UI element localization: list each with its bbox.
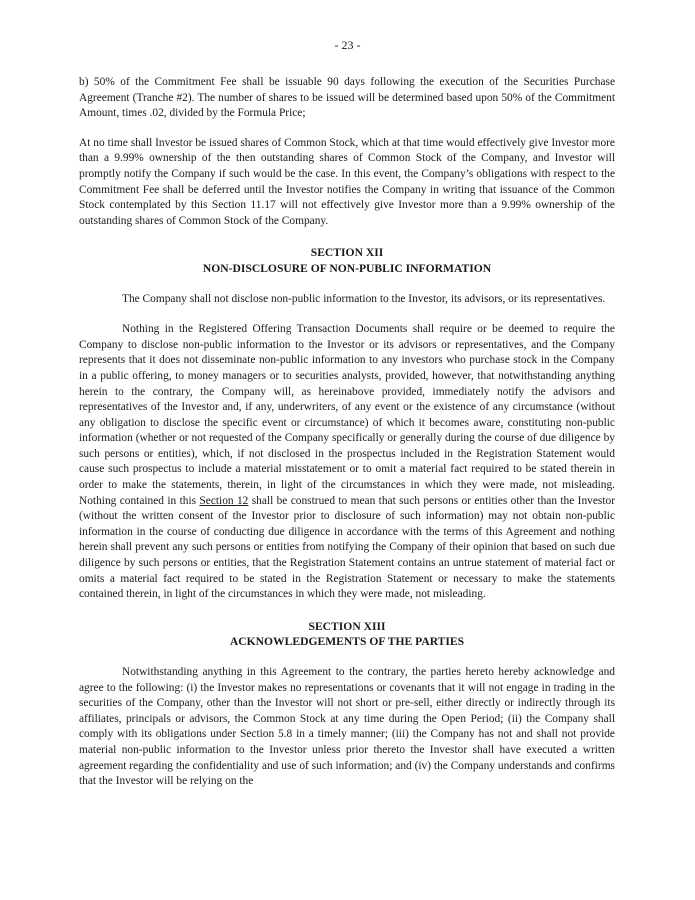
page-content	[79, 75, 615, 790]
section-xiii	[79, 619, 615, 790]
paragraph-ownership-limit: At no time shall Investor be issued shares of Common Stock, which at that time would effectively give Investor more than a 9.99% ownership of the then outstanding shares of Common Stock of the Company, and Investor will promptly notify the Company if such would be the case. In this event, the Company’s obligations with respect to the Commitment Fee shall be deferred until the Investor notifies the Company in writing that issuance of the Common Stock contemplated by this Section 11.17 will not effectively give Investor more than a 9.99% ownership of the outstanding shares of Common Stock of the Company.	[79, 136, 615, 227]
section-xii-number: SECTION XII	[310, 246, 384, 260]
section-xiii-paragraph-1: Notwithstanding anything in this Agreement to the contrary, the parties hereto hereby acknowledge and agree to the following: (i) the Investor makes no representations or covenants that it will not engage in trading in the securities of the Company, other than the Investor will not short or pre-sell, either directly or indirectly through its affiliates, principals or advisors, the Common Stock at any time during the Open Period; (ii) the Company shall comply with its obligations under Section 5.8 in a timely manner; (iii) the Company has not and shall not provide material non-public information to the Investor unless prior thereto the Investor shall have executed a written agreement regarding the confidentiality and use of such information; and (iv) the Company understands and confirms that the Investor will be relying on the	[79, 666, 615, 788]
section-xii	[79, 245, 615, 602]
section-xii-title: NON-DISCLOSURE OF NON-PUBLIC INFORMATION	[202, 261, 492, 275]
section-xii-paragraph-2-end: shall be construed to mean that such persons or entities other than the Investor (without the written consent of the Investor prior to disclosure of such information) may not obtain non-public information in the course of conducting due diligence in accordance with the terms of this Agreement and nothing herein shall prevent any such persons or entities from notifying the Company of their opinion that based on such due diligence by such persons or entities, that the Registration Statement contains an untrue statement of material fact or omits a material fact required to be stated in the Registration Statement or necessary to make the statements contained therein, in light of the circumstances in which they were made, not misleading.	[79, 494, 616, 601]
paragraph-tranche-2: b) 50% of the Commitment Fee shall be issuable 90 days following the execution of the Securities Purchase Agreement (Tranche #2). The number of shares to be issued will be determined based upon 50% of the Commitment Amount, times .02, divided by the Formula Price;	[79, 76, 615, 120]
section-xii-paragraph-2	[79, 322, 615, 603]
section-12-reference: Section 12	[199, 494, 249, 507]
section-xii-paragraph-2-start: Nothing in the Registered Offering Transaction Documents shall require or be deemed to require the Company to disclose non-public information to the Investor or its advisors or representatives, and the Company represents that it does not disseminate non-public information to any investors who purchase stock in the Company in a public offering, to money managers or to securities analysts, provided, however, that notwithstanding anything herein to the contrary, the Company will, as hereinabove provided, immediately notify the advisors and representatives of the Investor and, if any, underwriters, of any event or the existence of any circumstance (without any obligation to disclose the specific event or circumstance) of which it becomes aware, constituting non-public information (whether or not requested of the Company specifically or generally during the course of due diligence by such persons or entities), which, if not disclosed in the prospectus included in the Registration Statement would cause such prospectus to include a material misstatement or to omit a material fact required to be stated therein in order to make the statements, therein, in light of the circumstances in which they were made, not misleading. Nothing contained in this	[79, 323, 615, 507]
section-xii-paragraph-1: The Company shall not disclose non-public information to the Investor, its advisors, or its representatives.	[122, 292, 606, 305]
section-xiii-number: SECTION XIII	[308, 619, 386, 633]
section-xiii-title: ACKNOWLEDGEMENTS OF THE PARTIES	[229, 635, 465, 649]
page-number: - 23 -	[334, 38, 361, 52]
